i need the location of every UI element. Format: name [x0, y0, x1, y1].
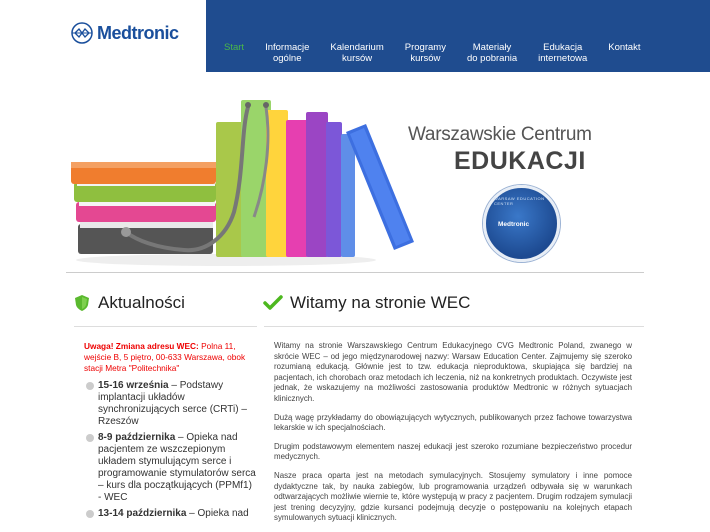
news-column [74, 290, 257, 524]
bullet-icon [86, 434, 94, 442]
event-text: – Podstawy implantacji układów synchronizujących serce (CRTi) – Rzeszów [98, 380, 247, 427]
event-text: – Opieka nad pacjentem ze wszczepionym układem stymulującym serce i programowanie stymulatorów serca – kurs dla początkujących (PPMf1) - WEC [98, 432, 256, 503]
logo-text: Medtronic [97, 22, 179, 43]
nav-label: do pobrania [466, 53, 518, 64]
nav-label: kursów [342, 53, 373, 64]
main-nav [206, 0, 710, 72]
paragraph: Drugim podstawowym elementem naszej edukacji jest szeroko rozumiane bezpieczeństwo procedur medycznych. [274, 441, 632, 462]
paragraph: Dużą wagę przykładamy do obowiązujących wytycznych, publikowanych przez fachowe towarzystwa lekarskie w ich specjalnościach. [274, 412, 632, 433]
checkmark-icon [264, 295, 282, 311]
wec-seal [483, 185, 560, 262]
nav-item-edukacja[interactable] [538, 42, 587, 72]
nav-label: Edukacja [543, 42, 583, 53]
nav-item-informacje[interactable] [265, 42, 309, 72]
nav-label: Start [224, 42, 245, 53]
medtronic-emblem-icon [71, 22, 93, 44]
notice-title: Uwaga! Zmiana adresu WEC: [84, 341, 199, 351]
nav-label: Informacje [265, 42, 310, 53]
welcome-rule [264, 326, 644, 327]
nav-item-kalendarium[interactable] [330, 42, 383, 72]
nav-item-programy[interactable] [405, 42, 446, 72]
nav-item-start[interactable] [224, 42, 244, 72]
nav-label: kursów [410, 53, 441, 64]
seal-top-text: WARSAW EDUCATION CENTER [494, 196, 545, 206]
welcome-text [264, 341, 644, 524]
bullet-icon [86, 382, 94, 390]
nav-item-materialy[interactable] [467, 42, 517, 72]
welcome-heading: Witamy na stronie WEC [290, 293, 471, 312]
list-item[interactable] [86, 432, 257, 504]
list-item[interactable] [86, 380, 257, 428]
events-list [74, 380, 257, 520]
shield-icon [74, 294, 90, 312]
notice-text: Polna 11, wejście B, 5 piętro, 00-633 Warszawa, obok stacji Metra "Politechnika" [84, 341, 246, 373]
news-rule [74, 326, 257, 327]
nav-label: ogólne [272, 53, 302, 64]
event-text: – Opieka nad [186, 508, 249, 519]
nav-label: Kalendarium [330, 42, 384, 53]
medtronic-logo[interactable] [71, 22, 179, 44]
hero-divider [66, 272, 644, 273]
nav-label: Kontakt [608, 42, 641, 53]
bullet-icon [86, 510, 94, 518]
address-change-notice [74, 341, 257, 374]
nav-label: Materiały [472, 42, 512, 53]
event-date: 15-16 września [98, 380, 169, 391]
nav-label: internetowa [538, 53, 588, 64]
event-date: 8-9 października [98, 432, 176, 443]
paragraph: Nasze praca oparta jest na metodach symulacyjnych. Stosujemy symulatory i inne pomoce dydaktyczne tak, by nauka zabiegów, lub programowania urządzeń odbywała się w warunkach odtwarzających możliwie wiernie te, które występują w pracy z pacjentem. Drugim rodzajem symulacji jest trening decyzyjny, gdzie kursanci podejmują decyzje o postępowaniu na kolejnych etapach symulowanych sytuacji klinicznych. [274, 470, 632, 523]
list-item[interactable] [86, 508, 257, 520]
news-heading: Aktualności [98, 293, 185, 312]
paragraph: Witamy na stronie Warszawskiego Centrum Edukacyjnego CVG Medtronic Poland, zwanego w skrócie WEC – od jego międzynarodowej nazwy: Warsaw Education Center. Zajmujemy się szeroko rozumianą edukacją. Głównie jest to tzw. edukacja nieproduktowa, skupiająca się bardziej na pacjentach, ich chorobach oraz metodach ich leczenia, niż na konkretnych produktach. Oczywiste jest jednak, że wskazujemy na możliwości zastosowania produktów Medtronic w różnych sytuacjach klinicznych. [274, 341, 632, 403]
welcome-column [264, 290, 644, 532]
welcome-heading-row [264, 290, 644, 316]
seal-brand: Medtronic [498, 221, 530, 228]
event-date: 13-14 października [98, 508, 187, 519]
nav-label: Programy [404, 42, 446, 53]
hero-title-line2: EDUKACJI [454, 147, 586, 175]
hero-title-line1: Warszawskie Centrum [408, 124, 592, 145]
news-heading-row [74, 290, 257, 316]
nav-item-kontakt[interactable] [608, 42, 640, 72]
